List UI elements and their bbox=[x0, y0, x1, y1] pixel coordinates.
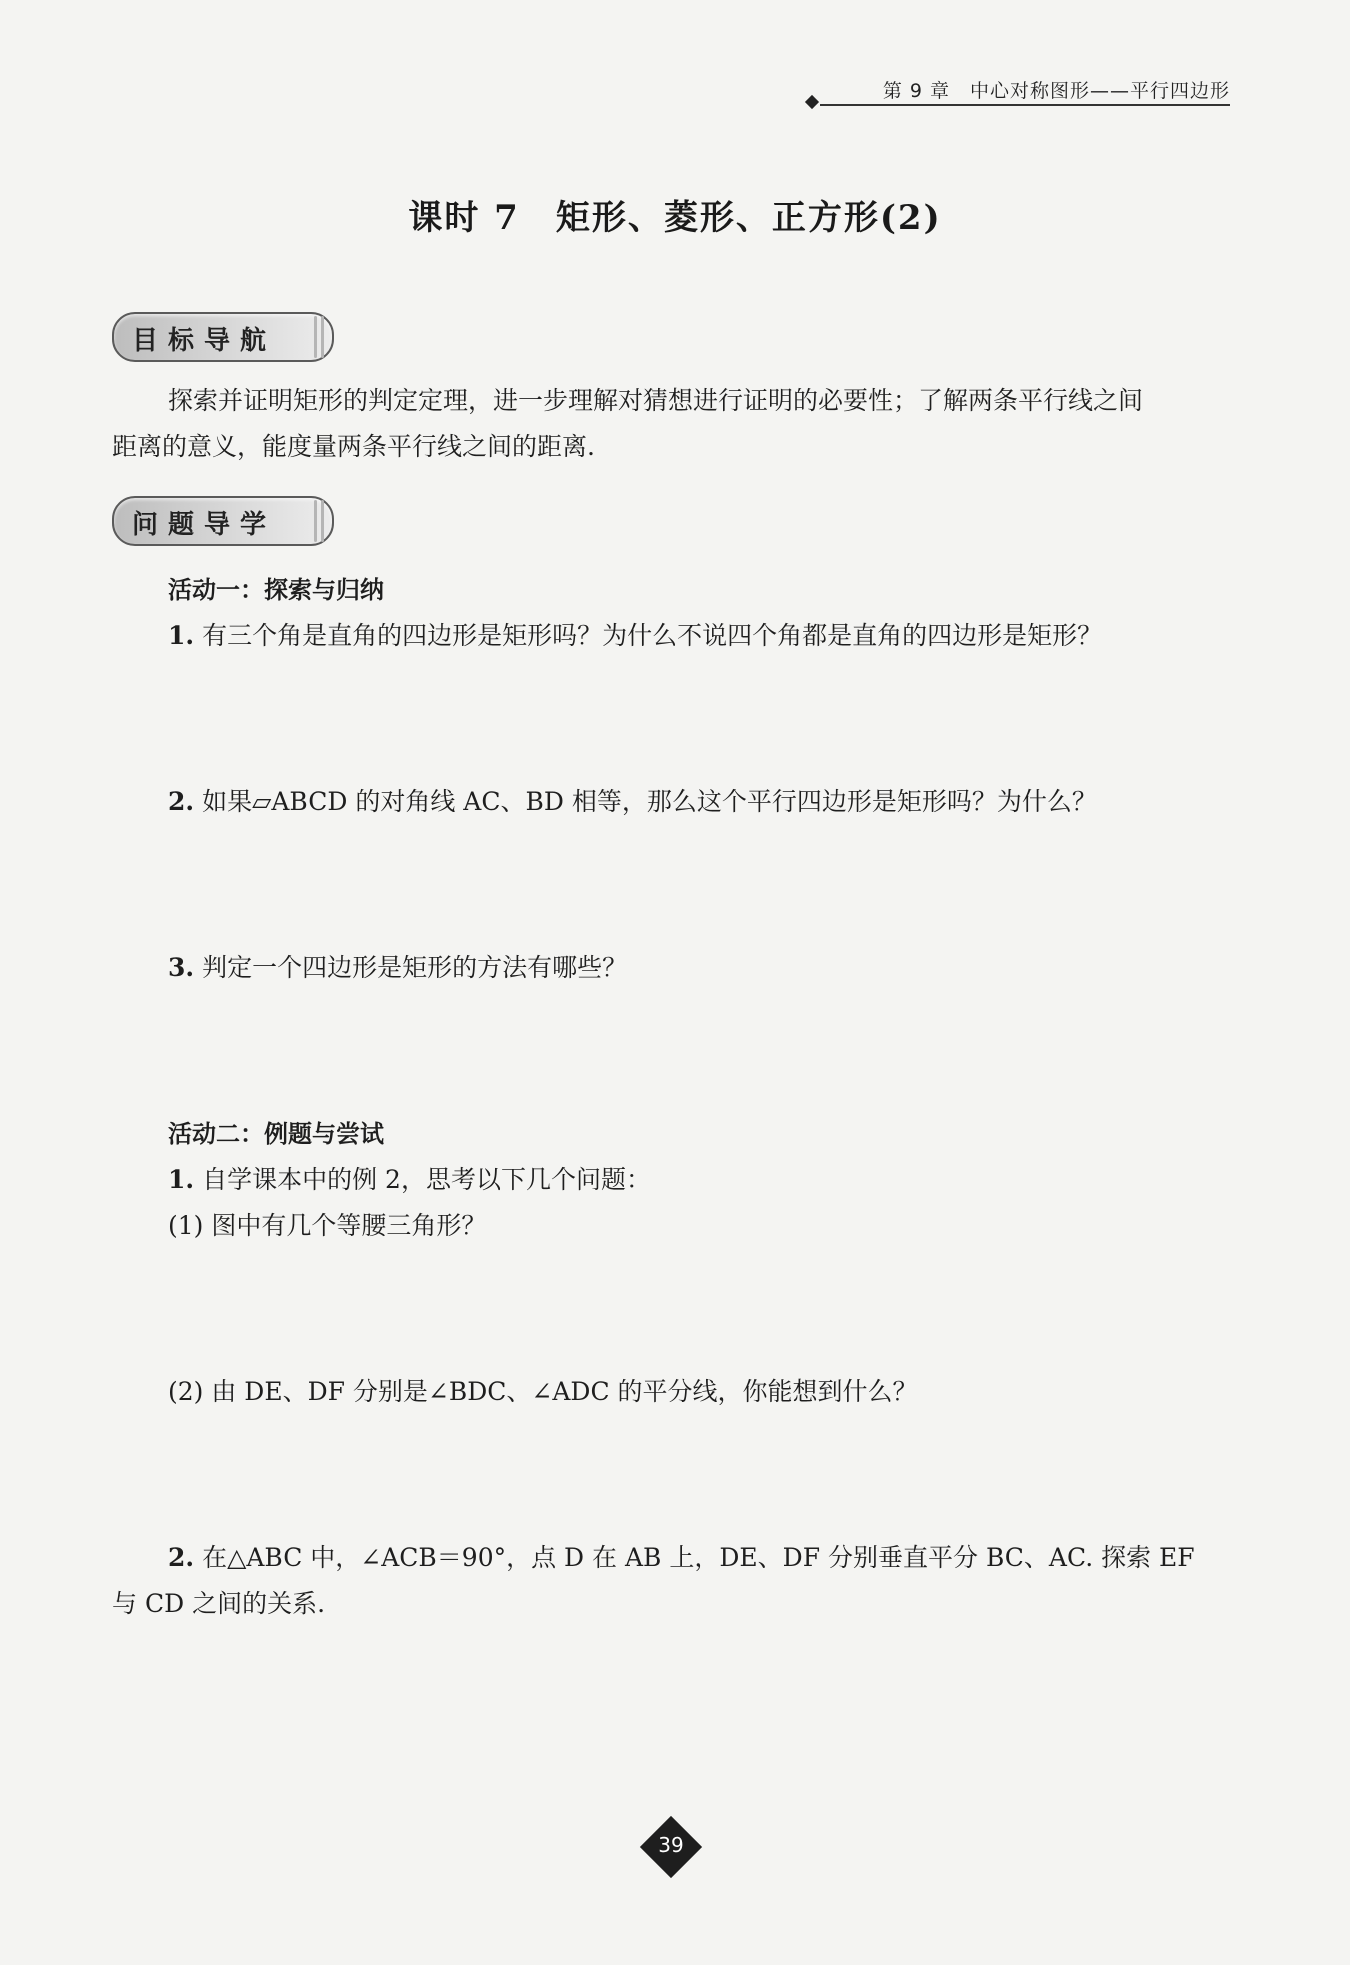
question-text: 判定一个四边形是矩形的方法有哪些？ bbox=[202, 953, 628, 982]
badge-stripe bbox=[321, 316, 324, 358]
question-number: 3. bbox=[168, 953, 195, 982]
question-text: 有三个角是直角的四边形是矩形吗？为什么不说四个角都是直角的四边形是矩形？ bbox=[202, 621, 1103, 650]
question-number: 1. bbox=[168, 1165, 195, 1194]
activity2-question1-sub1: (1) 图中有几个等腰三角形？ bbox=[168, 1211, 487, 1240]
goals-badge bbox=[112, 312, 334, 362]
question-text: 如果▱ABCD 的对角线 AC、BD 相等，那么这个平行四边形是矩形吗？为什么？ bbox=[202, 787, 1097, 816]
question-text: 自学课本中的例 2，思考以下几个问题： bbox=[202, 1165, 651, 1194]
activity2-question2 bbox=[168, 1538, 1195, 1574]
goals-text-line1: 探索并证明矩形的判定定理，进一步理解对猜想进行证明的必要性；了解两条平行线之间 bbox=[168, 386, 1144, 415]
activity2-title: 活动二：例题与尝试 bbox=[168, 1120, 384, 1148]
question-number: 1. bbox=[168, 621, 195, 650]
activity2-question2-line2: 与 CD 之间的关系. bbox=[112, 1589, 326, 1618]
study-badge bbox=[112, 496, 334, 546]
activity1-question1 bbox=[168, 616, 1102, 652]
question-text: 在△ABC 中，∠ACB＝90°，点 D 在 AB 上，DE、DF 分别垂直平分 BC、AC. 探索 EF bbox=[202, 1543, 1195, 1572]
badge-stripe bbox=[314, 500, 317, 542]
activity1-question3 bbox=[168, 948, 627, 984]
badge-stripe bbox=[321, 500, 324, 542]
activity2-question1 bbox=[168, 1160, 651, 1196]
activity1-question2 bbox=[168, 782, 1097, 818]
activity1-title: 活动一：探索与归纳 bbox=[168, 576, 384, 604]
question-number: 2. bbox=[168, 1543, 195, 1572]
running-header: 第 9 章 中心对称图形——平行四边形 bbox=[882, 80, 1230, 102]
question-number: 2. bbox=[168, 787, 195, 816]
badge-stripe bbox=[314, 316, 317, 358]
activity2-question1-sub2: (2) 由 DE、DF 分别是∠BDC、∠ADC 的平分线，你能想到什么？ bbox=[168, 1377, 918, 1406]
goals-badge-label: 目标导航 bbox=[132, 326, 277, 356]
goals-text-line2: 距离的意义，能度量两条平行线之间的距离. bbox=[112, 432, 595, 461]
study-badge-label: 问题导学 bbox=[132, 510, 277, 540]
page-number: 39 bbox=[658, 1833, 684, 1857]
header-rule bbox=[820, 104, 1230, 106]
lesson-title: 课时 7 矩形、菱形、正方形(2) bbox=[408, 198, 942, 238]
